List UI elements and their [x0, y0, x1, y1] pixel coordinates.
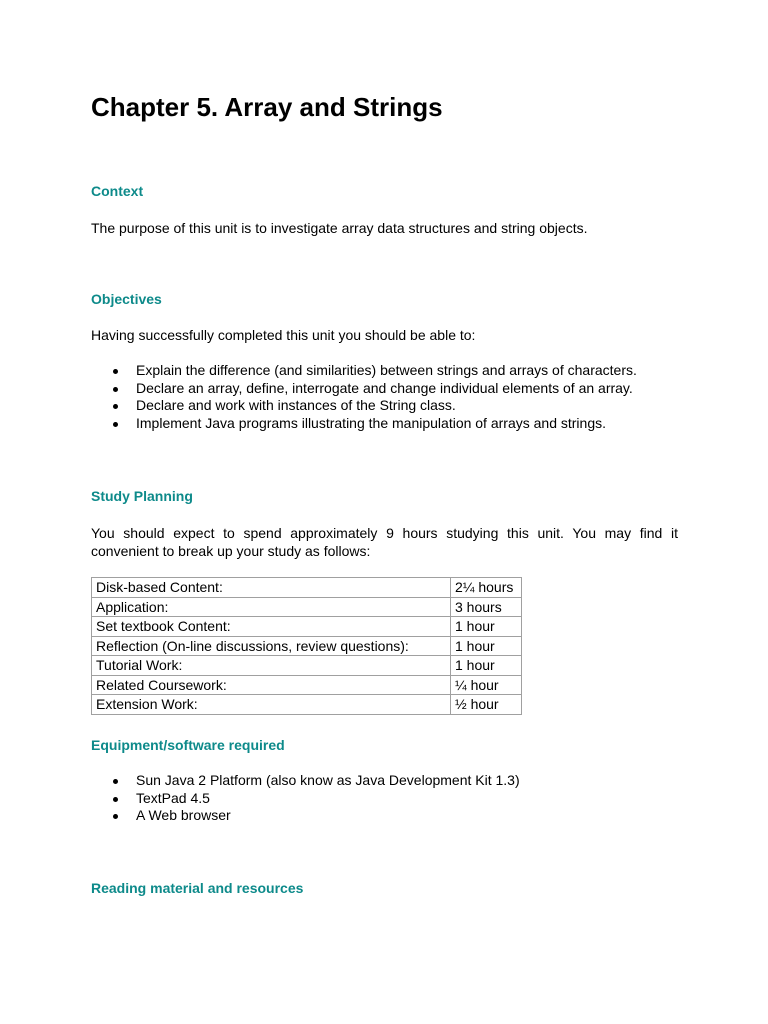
list-item	[91, 790, 520, 808]
activity-cell: Reflection (On-line discussions, review questions):	[92, 636, 451, 656]
bullet-icon	[113, 814, 118, 819]
list-item	[91, 362, 637, 380]
time-cell: ¼ hour	[451, 675, 522, 695]
list-item-text: Declare an array, define, interrogate and change individual elements of an array.	[136, 379, 633, 396]
time-cell: 2¼ hours	[451, 578, 522, 598]
time-cell: 1 hour	[451, 636, 522, 656]
table-row	[92, 656, 522, 676]
table-row	[92, 578, 522, 598]
list-item	[91, 380, 637, 398]
objectives-intro: Having successfully completed this unit you should be able to:	[91, 327, 476, 343]
list-item-text: Implement Java programs illustrating the manipulation of arrays and strings.	[136, 414, 606, 431]
time-cell: ½ hour	[451, 695, 522, 715]
study-plan-table	[91, 577, 522, 715]
bullet-icon	[113, 779, 118, 784]
list-item	[91, 397, 637, 415]
list-item-text: TextPad 4.5	[136, 789, 210, 806]
bullet-icon	[113, 369, 118, 374]
activity-cell: Extension Work:	[92, 695, 451, 715]
bullet-icon	[113, 797, 118, 802]
bullet-icon	[113, 404, 118, 409]
list-item	[91, 415, 637, 433]
objectives-heading: Objectives	[91, 291, 162, 307]
time-cell: 3 hours	[451, 597, 522, 617]
activity-cell: Related Coursework:	[92, 675, 451, 695]
table-row	[92, 675, 522, 695]
chapter-title: Chapter 5. Array and Strings	[91, 92, 443, 122]
list-item-text: Explain the difference (and similarities) between strings and arrays of characters.	[136, 362, 637, 378]
activity-cell: Set textbook Content:	[92, 617, 451, 637]
time-cell: 1 hour	[451, 656, 522, 676]
time-cell: 1 hour	[451, 617, 522, 637]
context-heading: Context	[91, 183, 144, 199]
equipment-list	[91, 772, 520, 825]
list-item-text: Sun Java 2 Platform (also know as Java Development Kit 1.3)	[136, 772, 520, 788]
table-row	[92, 597, 522, 617]
table-row	[92, 617, 522, 637]
study-planning-heading: Study Planning	[91, 488, 193, 504]
table-row	[92, 695, 522, 715]
activity-cell: Disk-based Content:	[92, 578, 451, 598]
objectives-list	[91, 362, 637, 432]
activity-cell: Application:	[92, 597, 451, 617]
bullet-icon	[113, 422, 118, 427]
table-row	[92, 636, 522, 656]
equipment-heading: Equipment/software required	[91, 737, 285, 753]
list-item	[91, 772, 520, 790]
context-text: The purpose of this unit is to investigate array data structures and string objects.	[91, 220, 588, 236]
activity-cell: Tutorial Work:	[92, 656, 451, 676]
bullet-icon	[113, 387, 118, 392]
list-item-text: A Web browser	[136, 807, 231, 823]
study-planning-intro: You should expect to spend approximately 9 hours studying this unit. You may find it convenient to break up your study as follows:	[91, 525, 678, 559]
reading-heading: Reading material and resources	[91, 880, 304, 896]
list-item	[91, 807, 520, 825]
list-item-text: Declare and work with instances of the String class.	[136, 397, 456, 413]
